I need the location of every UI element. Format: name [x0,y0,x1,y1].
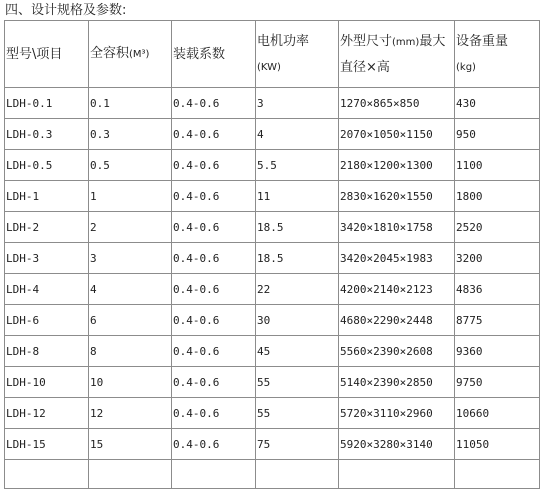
cell-dimensions: 3420×2045×1983 [339,243,455,274]
table-cell-empty [172,460,256,489]
cell-dimensions: 3420×1810×1758 [339,212,455,243]
cell-dimensions: 5560×2390×2608 [339,336,455,367]
cell-load-factor: 0.4-0.6 [172,274,256,305]
header-motor-power-unit: (KW) [257,61,281,73]
cell-motor-power: 3 [256,88,339,119]
cell-weight: 430 [455,88,540,119]
table-cell-empty [256,460,339,489]
cell-weight: 4836 [455,274,540,305]
section-heading: 四、设计规格及参数: [5,3,127,18]
cell-model: LDH-2 [5,212,89,243]
cell-motor-power: 30 [256,305,339,336]
header-weight-unit: (kg) [456,61,476,73]
header-volume-label: 全容积 [90,46,130,61]
cell-load-factor: 0.4-0.6 [172,88,256,119]
cell-load-factor: 0.4-0.6 [172,119,256,150]
cell-dimensions: 4200×2140×2123 [339,274,455,305]
cell-model: LDH-6 [5,305,89,336]
cell-load-factor: 0.4-0.6 [172,429,256,460]
header-load-factor [172,21,256,88]
cell-volume: 15 [89,429,172,460]
cell-weight: 3200 [455,243,540,274]
cell-volume: 2 [89,212,172,243]
cell-model: LDH-12 [5,398,89,429]
cell-volume: 0.1 [89,88,172,119]
cell-load-factor: 0.4-0.6 [172,336,256,367]
cell-weight: 9360 [455,336,540,367]
spec-table [4,20,540,489]
table-row [5,212,540,243]
cell-model: LDH-1 [5,181,89,212]
table-row [5,336,540,367]
cell-volume: 3 [89,243,172,274]
table-cell-empty [5,460,89,489]
cell-volume: 12 [89,398,172,429]
cell-model: LDH-3 [5,243,89,274]
header-dimensions [339,21,455,88]
cell-dimensions: 2180×1200×1300 [339,150,455,181]
table-row [5,274,540,305]
cell-load-factor: 0.4-0.6 [172,398,256,429]
header-volume [89,21,172,88]
table-row [5,88,540,119]
header-dimensions-label-max: 最大 [419,33,446,49]
cell-model: LDH-0.1 [5,88,89,119]
cell-dimensions: 5140×2390×2850 [339,367,455,398]
cell-weight: 1100 [455,150,540,181]
table-row [5,367,540,398]
cell-weight: 11050 [455,429,540,460]
table-row [5,398,540,429]
cell-load-factor: 0.4-0.6 [172,305,256,336]
header-dimensions-label: 外型尺寸 [340,33,393,49]
cell-dimensions: 5720×3110×2960 [339,398,455,429]
cell-model: LDH-0.3 [5,119,89,150]
header-dimensions-label-line2: 直径×高 [340,59,390,75]
table-cell-empty [339,460,455,489]
table-cell-empty [455,460,540,489]
cell-motor-power: 22 [256,274,339,305]
cell-weight: 8775 [455,305,540,336]
cell-volume: 0.3 [89,119,172,150]
cell-weight: 2520 [455,212,540,243]
cell-model: LDH-4 [5,274,89,305]
cell-volume: 8 [89,336,172,367]
header-model [5,21,89,88]
cell-weight: 950 [455,119,540,150]
cell-model: LDH-8 [5,336,89,367]
cell-dimensions: 1270×865×850 [339,88,455,119]
cell-load-factor: 0.4-0.6 [172,243,256,274]
cell-dimensions: 5920×3280×3140 [339,429,455,460]
cell-load-factor: 0.4-0.6 [172,181,256,212]
cell-motor-power: 5.5 [256,150,339,181]
cell-motor-power: 45 [256,336,339,367]
cell-motor-power: 4 [256,119,339,150]
table-row [5,243,540,274]
table-row [5,119,540,150]
cell-motor-power: 55 [256,398,339,429]
cell-model: LDH-15 [5,429,89,460]
table-row [5,181,540,212]
cell-dimensions: 2830×1620×1550 [339,181,455,212]
cell-motor-power: 11 [256,181,339,212]
cell-motor-power: 18.5 [256,212,339,243]
cell-weight: 10660 [455,398,540,429]
table-row [5,305,540,336]
header-dimensions-unit: (mm) [392,36,420,48]
cell-volume: 4 [89,274,172,305]
cell-volume: 0.5 [89,150,172,181]
cell-weight: 9750 [455,367,540,398]
header-load-factor-label: 装载系数 [173,46,226,62]
cell-load-factor: 0.4-0.6 [172,367,256,398]
cell-volume: 10 [89,367,172,398]
header-weight [455,21,540,88]
table-row [5,429,540,460]
cell-dimensions: 4680×2290×2448 [339,305,455,336]
cell-model: LDH-10 [5,367,89,398]
header-motor-power-label: 电机功率 [257,33,310,49]
cell-load-factor: 0.4-0.6 [172,150,256,181]
header-volume-unit: (M³) [129,49,150,60]
cell-model: LDH-0.5 [5,150,89,181]
cell-load-factor: 0.4-0.6 [172,212,256,243]
header-motor-power [256,21,339,88]
cell-volume: 6 [89,305,172,336]
table-empty-row [5,460,540,489]
table-cell-empty [89,460,172,489]
cell-weight: 1800 [455,181,540,212]
cell-motor-power: 18.5 [256,243,339,274]
header-model-label: 型号\项目 [6,46,63,62]
cell-motor-power: 55 [256,367,339,398]
cell-motor-power: 75 [256,429,339,460]
cell-dimensions: 2070×1050×1150 [339,119,455,150]
table-header-row [5,21,540,88]
cell-volume: 1 [89,181,172,212]
table-row [5,150,540,181]
header-weight-label: 设备重量 [456,33,509,49]
